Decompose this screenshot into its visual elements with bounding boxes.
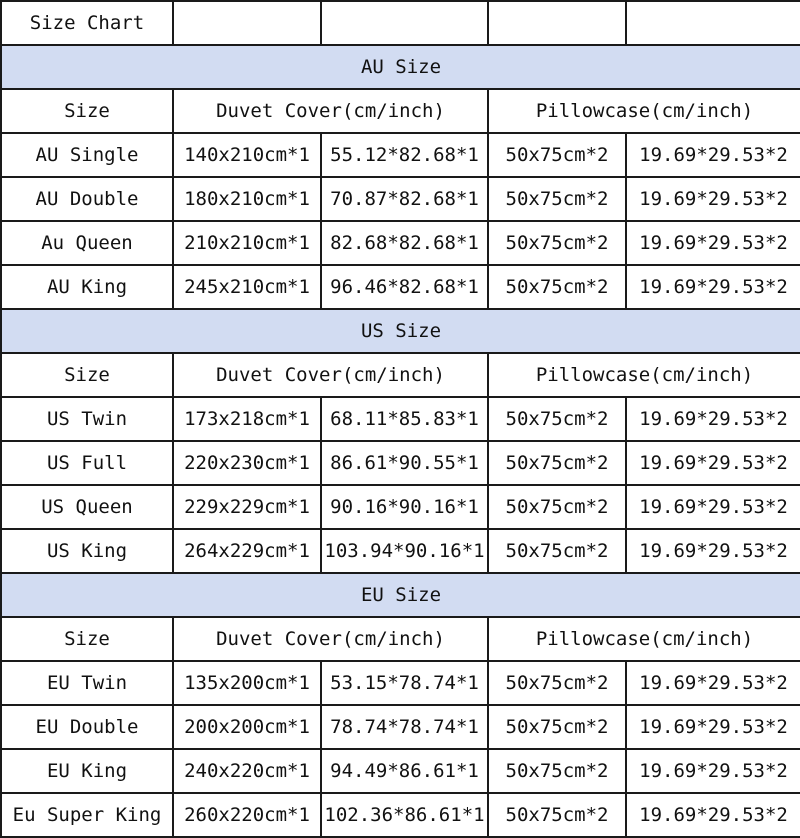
section-title: US Size xyxy=(1,309,800,353)
empty-cell xyxy=(626,1,800,45)
table-row xyxy=(1,441,800,485)
table-row xyxy=(1,177,800,221)
duvet-inch-cell: 68.11*85.83*1 xyxy=(321,397,488,441)
pillow-cm-cell: 50x75cm*2 xyxy=(488,265,626,309)
empty-cell xyxy=(488,1,626,45)
size-cell: AU Double xyxy=(1,177,173,221)
column-header-duvet: Duvet Cover(cm/inch) xyxy=(173,89,488,133)
pillow-cm-cell: 50x75cm*2 xyxy=(488,177,626,221)
duvet-cm-cell: 245x210cm*1 xyxy=(173,265,321,309)
table-row xyxy=(1,397,800,441)
section-row-au xyxy=(1,45,800,89)
duvet-cm-cell: 180x210cm*1 xyxy=(173,177,321,221)
pillow-inch-cell: 19.69*29.53*2 xyxy=(626,529,800,573)
table-row xyxy=(1,529,800,573)
column-header-pillow: Pillowcase(cm/inch) xyxy=(488,617,800,661)
pillow-cm-cell: 50x75cm*2 xyxy=(488,397,626,441)
size-cell: EU Double xyxy=(1,705,173,749)
header-row xyxy=(1,89,800,133)
size-cell: Au Queen xyxy=(1,221,173,265)
pillow-inch-cell: 19.69*29.53*2 xyxy=(626,133,800,177)
duvet-cm-cell: 200x200cm*1 xyxy=(173,705,321,749)
size-cell: US Twin xyxy=(1,397,173,441)
duvet-inch-cell: 86.61*90.55*1 xyxy=(321,441,488,485)
table-row xyxy=(1,221,800,265)
duvet-cm-cell: 229x229cm*1 xyxy=(173,485,321,529)
duvet-inch-cell: 90.16*90.16*1 xyxy=(321,485,488,529)
column-header-size: Size xyxy=(1,89,173,133)
header-row xyxy=(1,617,800,661)
column-header-size: Size xyxy=(1,617,173,661)
pillow-inch-cell: 19.69*29.53*2 xyxy=(626,661,800,705)
size-cell: Eu Super King xyxy=(1,793,173,837)
duvet-inch-cell: 102.36*86.61*1 xyxy=(321,793,488,837)
size-cell: AU King xyxy=(1,265,173,309)
empty-cell xyxy=(321,1,488,45)
duvet-cm-cell: 220x230cm*1 xyxy=(173,441,321,485)
duvet-cm-cell: 173x218cm*1 xyxy=(173,397,321,441)
duvet-inch-cell: 78.74*78.74*1 xyxy=(321,705,488,749)
pillow-inch-cell: 19.69*29.53*2 xyxy=(626,705,800,749)
size-cell: EU King xyxy=(1,749,173,793)
pillow-inch-cell: 19.69*29.53*2 xyxy=(626,221,800,265)
pillow-inch-cell: 19.69*29.53*2 xyxy=(626,397,800,441)
table-row xyxy=(1,485,800,529)
pillow-cm-cell: 50x75cm*2 xyxy=(488,485,626,529)
pillow-cm-cell: 50x75cm*2 xyxy=(488,441,626,485)
size-cell: US Queen xyxy=(1,485,173,529)
pillow-cm-cell: 50x75cm*2 xyxy=(488,793,626,837)
duvet-cm-cell: 210x210cm*1 xyxy=(173,221,321,265)
section-row-us xyxy=(1,309,800,353)
duvet-cm-cell: 135x200cm*1 xyxy=(173,661,321,705)
pillow-inch-cell: 19.69*29.53*2 xyxy=(626,485,800,529)
page-title: Size Chart xyxy=(1,1,173,45)
pillow-inch-cell: 19.69*29.53*2 xyxy=(626,441,800,485)
column-header-pillow: Pillowcase(cm/inch) xyxy=(488,353,800,397)
column-header-duvet: Duvet Cover(cm/inch) xyxy=(173,617,488,661)
pillow-cm-cell: 50x75cm*2 xyxy=(488,133,626,177)
duvet-cm-cell: 140x210cm*1 xyxy=(173,133,321,177)
duvet-inch-cell: 96.46*82.68*1 xyxy=(321,265,488,309)
table-row xyxy=(1,265,800,309)
table-row xyxy=(1,133,800,177)
pillow-cm-cell: 50x75cm*2 xyxy=(488,661,626,705)
duvet-inch-cell: 53.15*78.74*1 xyxy=(321,661,488,705)
size-cell: US King xyxy=(1,529,173,573)
column-header-duvet: Duvet Cover(cm/inch) xyxy=(173,353,488,397)
table-row xyxy=(1,661,800,705)
pillow-cm-cell: 50x75cm*2 xyxy=(488,221,626,265)
duvet-cm-cell: 240x220cm*1 xyxy=(173,749,321,793)
column-header-size: Size xyxy=(1,353,173,397)
size-cell: AU Single xyxy=(1,133,173,177)
size-cell: US Full xyxy=(1,441,173,485)
table-row xyxy=(1,749,800,793)
section-title: EU Size xyxy=(1,573,800,617)
pillow-inch-cell: 19.69*29.53*2 xyxy=(626,749,800,793)
duvet-inch-cell: 103.94*90.16*1 xyxy=(321,529,488,573)
pillow-cm-cell: 50x75cm*2 xyxy=(488,705,626,749)
pillow-inch-cell: 19.69*29.53*2 xyxy=(626,793,800,837)
duvet-inch-cell: 94.49*86.61*1 xyxy=(321,749,488,793)
section-title: AU Size xyxy=(1,45,800,89)
column-header-pillow: Pillowcase(cm/inch) xyxy=(488,89,800,133)
pillow-inch-cell: 19.69*29.53*2 xyxy=(626,177,800,221)
header-row xyxy=(1,353,800,397)
pillow-inch-cell: 19.69*29.53*2 xyxy=(626,265,800,309)
duvet-inch-cell: 55.12*82.68*1 xyxy=(321,133,488,177)
size-cell: EU Twin xyxy=(1,661,173,705)
section-row-eu xyxy=(1,573,800,617)
duvet-cm-cell: 260x220cm*1 xyxy=(173,793,321,837)
duvet-cm-cell: 264x229cm*1 xyxy=(173,529,321,573)
empty-cell xyxy=(173,1,321,45)
duvet-inch-cell: 70.87*82.68*1 xyxy=(321,177,488,221)
title-row xyxy=(1,1,800,45)
pillow-cm-cell: 50x75cm*2 xyxy=(488,749,626,793)
table-row xyxy=(1,705,800,749)
pillow-cm-cell: 50x75cm*2 xyxy=(488,529,626,573)
duvet-inch-cell: 82.68*82.68*1 xyxy=(321,221,488,265)
